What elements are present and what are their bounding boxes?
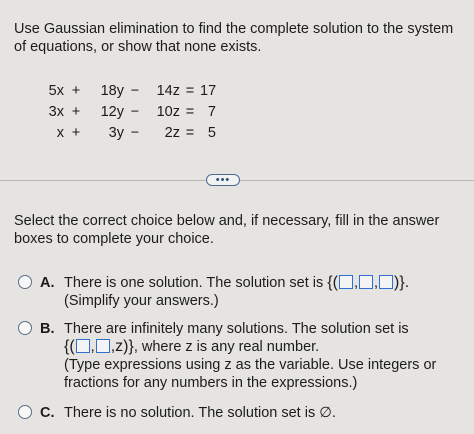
answer-box-a-z[interactable] — [379, 275, 393, 289]
equation-row-1: 5x + 18y − 14z = 17 — [48, 82, 217, 99]
choice-b-note: (Type expressions using z as the variable. Use integers or fractions for any numbers in the expressions.) — [64, 357, 437, 391]
choice-c-letter: C. — [40, 405, 55, 421]
answer-box-a-x[interactable] — [339, 275, 353, 289]
choice-c-text: There is no solution. The solution set is ∅. — [64, 405, 336, 421]
choice-a-letter: A. — [40, 275, 55, 291]
choice-b-letter: B. — [40, 321, 55, 337]
choice-a-text: There is one solution. The solution set is {( , , )}. (Simplify your answers.) — [64, 274, 454, 310]
radio-b-icon[interactable] — [18, 321, 32, 335]
equation-row-3: x + 3y − 2z = 5 — [56, 124, 216, 141]
problem-prompt: Use Gaussian elimination to find the complete solution to the system of equations, or show that none exists. — [14, 21, 454, 55]
expand-more-button[interactable]: ••• — [206, 174, 240, 186]
choice-a-note: (Simplify your answers.) — [64, 293, 219, 309]
equation-row-2: 3x + 12y − 10z = 7 — [48, 103, 216, 120]
equation-system — [44, 80, 216, 143]
instruction-text: Select the correct choice below and, if necessary, fill in the answer boxes to complete your choice. — [14, 213, 440, 247]
answer-box-b-x[interactable] — [76, 339, 90, 353]
radio-a-icon[interactable] — [18, 275, 32, 289]
radio-c-icon[interactable] — [18, 405, 32, 419]
answer-box-a-y[interactable] — [359, 275, 373, 289]
answer-box-b-y[interactable] — [96, 339, 110, 353]
choice-b-text: There are infinitely many solutions. The solution set is {( , ,z)}, where z is any real number. (Type expressions using z as the variable. Use integers or fractions for any numbers in the expressions.) — [64, 320, 454, 392]
